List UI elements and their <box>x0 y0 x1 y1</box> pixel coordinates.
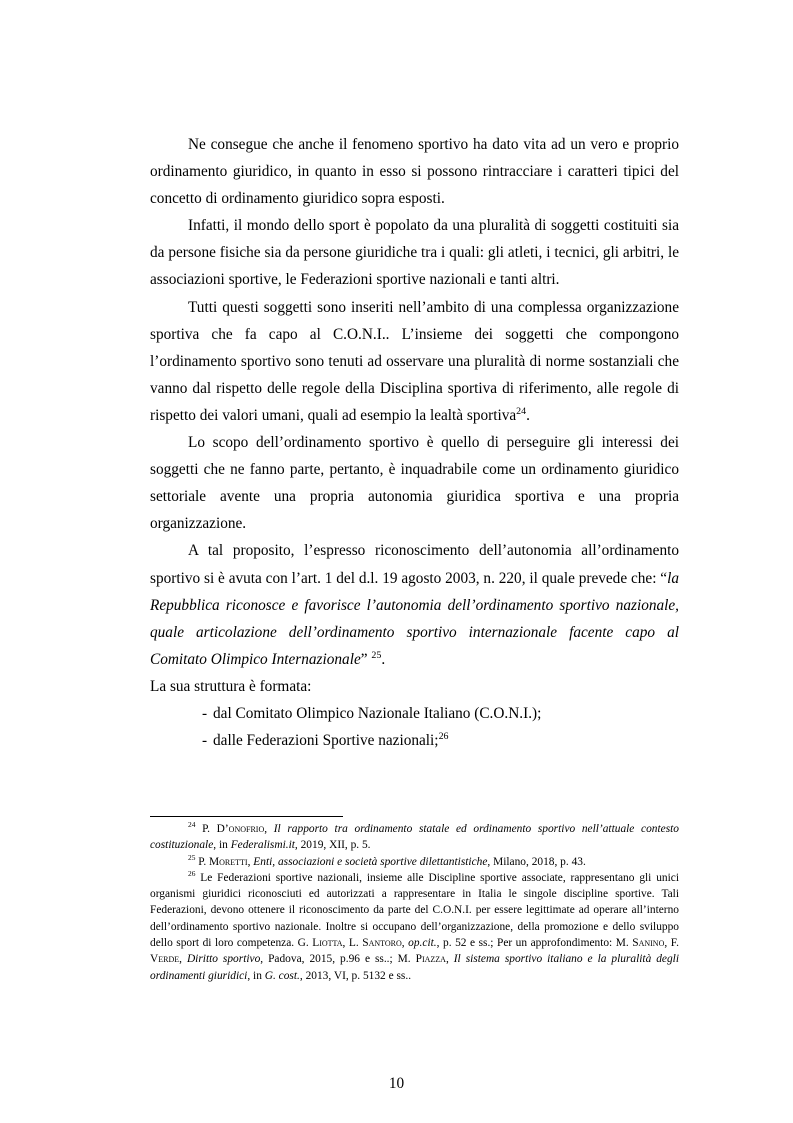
author-name: oretti <box>219 855 248 868</box>
footnote-separator <box>150 816 343 817</box>
footnote-text: P. D’ <box>195 823 229 835</box>
footnote-text: , <box>264 823 274 835</box>
paragraph-2: Infatti, il mondo dello sport è popolato da una pluralità di soggetti costituiti sia da persone fisiche sia da persone giuridiche tra i quali: gli atleti, i tecnici, gli arbitri, le associazioni sportive, le Federazioni sportive nazionali e tanti altri. <box>150 217 679 289</box>
author-name: antoro <box>368 937 402 950</box>
footnote-text: , in <box>247 969 265 982</box>
footnote-text: , <box>247 855 254 868</box>
page-number: 10 <box>388 1075 405 1092</box>
footnote-text: , L. S <box>342 937 369 950</box>
footnote-number: 26 <box>188 869 196 879</box>
paragraph-5-text: A tal proposito, l’espresso riconoscimento dell’autonomia all’ordinamento sportivo si è avuta con l’art. 1 del d.l. 19 agosto 2003, n. 220, il quale prevede che: “ <box>150 542 679 587</box>
paragraph-5-end: . <box>381 650 386 668</box>
footnote-text: , <box>445 953 454 966</box>
footnote-text: , in <box>213 839 231 852</box>
footnote-text: , F. V <box>150 937 680 966</box>
footnote-ref-25[interactable]: 25 <box>371 649 382 661</box>
paragraph-4: Lo scopo dell’ordinamento sportivo è quello di perseguire gli interessi dei soggetti che ne fanno parte, pertanto, è inquadrabile come un ordinamento giuridico settoriale avente una propria autonomia giuridica sportiva e una propria organizzazione. <box>150 434 679 533</box>
footnote-ref-26[interactable]: 26 <box>438 730 449 742</box>
author-name: erde <box>158 953 180 966</box>
work-title: Diritto sportivo <box>186 953 261 966</box>
journal-title: G. cost. <box>264 969 300 982</box>
main-text <box>150 131 679 754</box>
footnote-text: , <box>401 937 409 950</box>
paragraph-5 <box>150 537 679 672</box>
paragraph-1: Ne consegue che anche il fenomeno sportivo ha dato vita ad un vero e proprio ordinamento giuridico, in quanto in esso si possono rintracciare i caratteri tipici del concetto di ordinamento giuridico sopra esposti. <box>150 136 679 208</box>
list-item-text: dal Comitato Olimpico Nazionale Italiano (C.O.N.I.); <box>213 704 542 722</box>
footnote-number: 25 <box>188 852 196 862</box>
list-dash: - <box>202 732 208 750</box>
footnotes <box>150 821 679 984</box>
footnote-number: 24 <box>188 820 196 830</box>
footnote-26 <box>150 870 679 984</box>
work-title: Il sistema sportivo italiano e la pluralità degli ordinamenti giuridici <box>150 953 680 982</box>
footnote-text: , Milano, 2018, p. 43. <box>487 855 586 868</box>
list-item-text: dalle Federazioni Sportive nazionali; <box>213 732 439 750</box>
author-name: iotta <box>319 937 343 950</box>
citation-abbrev: op.cit. <box>408 937 437 950</box>
paragraph-3-end: . <box>526 406 530 424</box>
paragraph-3 <box>150 294 679 429</box>
footnote-25 <box>150 854 679 870</box>
footnote-text: , p. 52 e ss.; Per un approfondimento: M. S <box>436 937 639 950</box>
footnote-text: , Padova, 2015, p.96 e ss..; M. P <box>260 953 422 966</box>
journal-title: Federalismi.it, <box>230 839 298 852</box>
law-quote: la Repubblica riconosce e favorisce l’autonomia dell’ordinamento sportivo nazionale, quale articolazione dell’ordinamento sportivo internazionale facente capo al Comitato Olimpico Internazionale <box>150 569 679 668</box>
list-item <box>150 727 679 754</box>
paragraph-6: La sua struttura è formata: <box>150 677 312 695</box>
quote-close: ” <box>360 650 372 668</box>
footnote-ref-24[interactable]: 24 <box>516 405 527 417</box>
author-name: anino <box>638 937 665 950</box>
work-title: Il rapporto tra ordinamento statale ed ordinamento sportivo nell’attuale contesto costituzionale <box>150 823 679 852</box>
footnote-text: , 2013, VI, p. 5132 e ss.. <box>299 969 412 982</box>
footnote-text: P. M <box>195 855 220 868</box>
author-name: onofrio <box>228 823 265 835</box>
paragraph-3-text: Tutti questi soggetti sono inseriti nell’ambito di una complessa organizzazione sportiva che fa capo al C.O.N.I.. L’insieme dei soggetti che compongono l’ordinamento sportivo sono tenuti ad osservare una pluralità di norme sostanziali che vanno dal rispetto delle regole della Disciplina sportiva di riferimento, alle regole di rispetto dei valori umani, quali ad esempio la lealtà sportiva <box>150 298 679 424</box>
author-name: iazza <box>421 953 446 966</box>
footnote-text: 2019, XII, p. 5. <box>297 839 371 852</box>
list-item <box>150 700 679 727</box>
list-dash: - <box>202 704 208 722</box>
footnote-text: , <box>179 953 187 966</box>
footnote-text: Le Federazioni sportive nazionali, insieme alle Discipline sportive associate, rappresentano gli unici organismi giuridici riconosciuti ed autorizzati a rappresentare in Italia le singole discipline sportive. Tali Federazioni, devono ottenere il riconoscimento da parte del C.O.N.I. per essere legittimate ad operare all’interno dell’ordinamento sportivo nazionale. Inoltre si occupano dell’organizzazione, della promozione e dello sviluppo dello sport di loro competenza. G. L <box>150 871 679 950</box>
footnote-24 <box>150 821 679 854</box>
work-title: Enti, associazioni e società sportive dilettantistiche <box>253 855 488 868</box>
structure-list <box>150 700 679 754</box>
